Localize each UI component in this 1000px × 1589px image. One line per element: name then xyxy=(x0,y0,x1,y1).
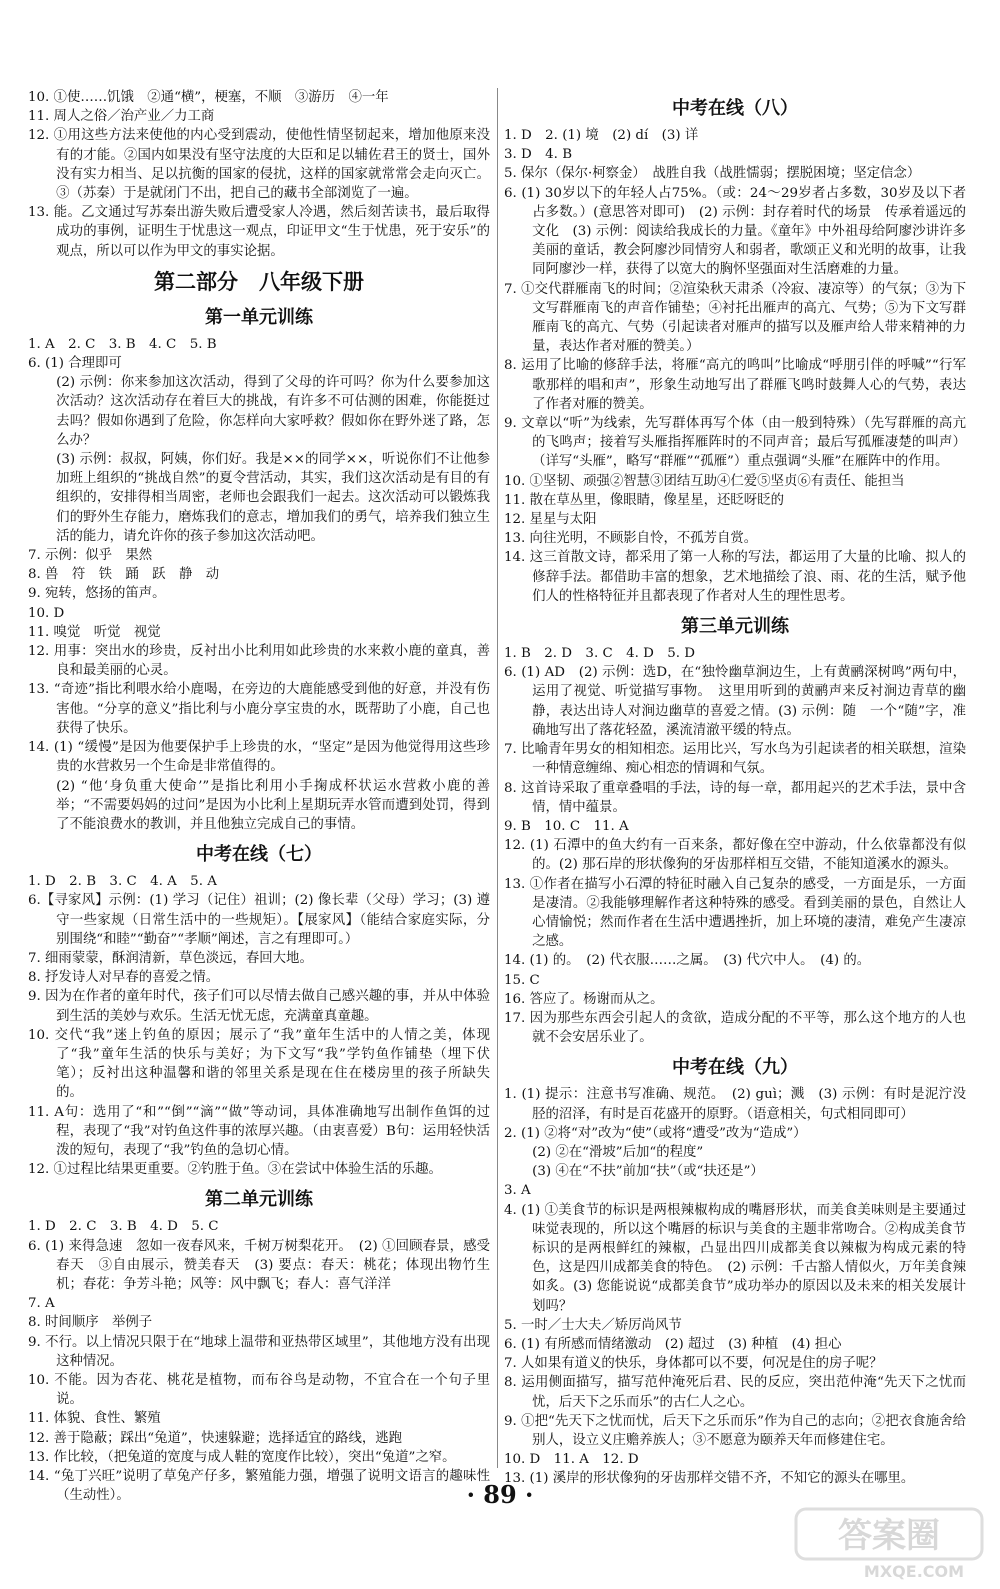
answer-item: 8. 兽 符 铁 踊 跃 静 动 xyxy=(28,567,220,583)
watermark-logo xyxy=(794,1505,984,1581)
answer-item: 6. (1) 合理即可 xyxy=(28,356,122,372)
answer-item: 13. “奇迹”指比利喂水给小鹿喝，在旁边的大鹿能感受到他的好意，并没有伤害他。“分享的意义”指比利与小鹿分享宝贵的水，既帮助了小鹿，自己也获得了快乐。 xyxy=(28,682,490,736)
answer-item: 12. ①过程比结果更重要。②钓胜于鱼。③在尝试中体验生活的乐趣。 xyxy=(28,1162,442,1178)
answer-item: 13. 能。乙文通过写苏秦出游失败后遭受家人冷遇，然后刻苦读书，最后取得成功的事例，证明生于忧患这一观点，印证甲文“生于忧患，死于安乐”的观点，所以可以作为甲文的事实论据。 xyxy=(28,205,490,259)
answer-item: 1. (1) 提示：注意书写准确、规范。 (2) guì；溅 (3) 示例：有时是泥泞没胫的沼泽，有时是百花盛开的原野。（语意相关，句式相同即可） xyxy=(504,1087,966,1122)
answer-item: 8. 运用了比喻的修辞手法，将雁“高亢的鸣叫”比喻成“呼朋引伴的呼喊”“行军歌那样的唱和声”，形象生动地写出了群雁飞鸣时鼓舞人心的气势，表达了作者对雁的赞美。 xyxy=(504,358,966,412)
answer-item: 9. 不行。以上情况只限于在“地球上温带和亚热带区域里”，其他地方没有出现这种情况。 xyxy=(28,1334,490,1369)
answer-item: 7. ①交代群雁南飞的时间；②渲染秋天肃杀（冷寂、凄凉等）的气氛；③为下文写群雁南飞的声音作铺垫；④衬托出雁声的高亢、气势；⑤为下文写群雁南飞的高亢、气势（引起读者对雁声的描写以及雁声给人带来精神的力量，表达作者对雁的赞美。） xyxy=(504,281,966,355)
answer-subitem: (2) “他‘身负重大使命’”是指比利用小手掬成杯状运水营救小鹿的善举；“不需要妈妈的过问”是因为小比利上星期玩弄水管而遭到处罚，得到了不能浪费水的教训，并且他独立完成自己的事情。 xyxy=(56,778,490,832)
answer-item: 9. 因为在作者的童年时代，孩子们可以尽情去做自己感兴趣的事，并从中体验到生活的美妙与欢乐。生活无忧无虑，充满童真童趣。 xyxy=(28,989,490,1024)
answer-item: 13. ①作者在描写小石潭的特征时融入自己复杂的感受，一方面是乐，一方面是凄清。②我能够理解作者这种特殊的感受。看到美丽的景色，自然让人心情愉悦；然而作者在生活中遭遇挫折，加上环境的凄清，难免产生凄凉之感。 xyxy=(504,876,966,950)
answer-item: 10. D xyxy=(28,605,65,621)
part-heading: 第二部分 八年级下册 xyxy=(154,269,364,294)
answer-item: 1. A 2. C 3. B 4. C 5. B xyxy=(28,336,217,352)
answer-item: 16. 答应了。杨谢而从之。 xyxy=(504,991,664,1007)
answer-item: 1. B 2. D 3. C 4. D 5. D xyxy=(504,646,696,662)
answer-item: 5. 一时／士大夫／矫厉尚风节 xyxy=(504,1317,682,1333)
answer-item: 9. 宛转，悠扬的笛声。 xyxy=(28,586,166,602)
answer-item: 6. (1) 有所感而情绪激动 (2) 超过 (3) 种植 (4) 担心 xyxy=(504,1336,842,1352)
answer-item: 10. ①使……饥饿 ②通“横”，梗塞，不顺 ③游历 ④一年 xyxy=(28,90,389,105)
answer-item: 2. (1) ②将“对”改为“使”（或将“遭受”改为“造成”） xyxy=(504,1125,807,1141)
answer-item: 7. 细雨蒙蒙，酥润清新，草色淡远，春回大地。 xyxy=(28,950,313,966)
answer-item: 14. 这三首散文诗，都采用了第一人称的写法，都运用了大量的比喻、拟人的修辞手法。都借助丰富的想象，艺术地描绘了浪、雨、花的生活，赋予他们人的性格特征并且都表现了作者对人生的理性思考。 xyxy=(504,550,966,604)
watermark-url: MXQE.COM xyxy=(863,1562,965,1581)
answer-item: 11. 散在草丛里，像眼睛，像星星，还眨呀眨的 xyxy=(504,492,784,508)
answer-item: 3. D 4. B xyxy=(504,147,573,163)
answer-item: 11. 体貌、食性、繁殖 xyxy=(28,1411,161,1427)
answer-item: 8. 抒发诗人对早春的喜爱之情。 xyxy=(28,970,220,986)
section-heading: 第一单元训练 xyxy=(205,306,313,328)
watermark-text: 答案圈 xyxy=(838,1516,940,1556)
answer-item: 11. 周人之俗／治产业／力工商 xyxy=(28,109,215,125)
column-divider xyxy=(497,88,498,1468)
answer-item: 12. (1) 石潭中的鱼大约有一百来条，都好像在空中游动，什么依靠都没有似的。(2) 那石岸的形状像狗的牙齿那样相互交错，不能知道溪水的源头。 xyxy=(504,838,966,873)
answer-subitem: (2) 示例：你来参加这次活动，得到了父母的许可吗？你为什么要参加这次活动？这次活动存在着巨大的挑战，有许多不可估测的困难，你能挺过去吗？假如你遇到了危险，你怎样向大家呼救？假如你在野外迷了路，怎么办？ xyxy=(56,375,490,448)
answer-item: 12. ①用这些方法来使他的内心受到震动，使他性情坚韧起来，增加他原来没有的才能。②国内如果没有坚守法度的大臣和足以辅佐君王的贤士，国外没有实力相当、足以抗衡的国家的侵扰，这样的国家就常常会走向灭亡。③（苏秦）于是就闭门不出，把自己的藏书全部浏览了一遍。 xyxy=(28,128,490,202)
answer-item: 10. 不能。因为杏花、桃花是植物，而布谷鸟是动物，不宜合在一个句子里说。 xyxy=(28,1372,490,1408)
answer-item: 15. C xyxy=(504,972,540,988)
answer-item: 9. ①把“先天下之忧而忧，后天下之乐而乐”作为自己的志向；②把衣食施舍给别人，设立义庄赡养族人；③不愿意为颐养天年而修建住宅。 xyxy=(504,1413,966,1448)
answer-item: 6. (1) AD (2) 示例：选D，在“独怜幽草涧边生，上有黄鹂深树鸣”两句中，运用了视觉、听觉描写事物。 这里用听到的黄鹂声来反衬涧边青草的幽静，表达出诗人对涧边幽草的喜爱之情。(3) 示例：随 一个“随”字，准确地写出了落花轻盈，溪流清澈平缓的特点。 xyxy=(504,665,966,738)
answer-item: 10. 交代“我”迷上钓鱼的原因；展示了“我”童年生活中的人情之美，体现了“我”童年生活的快乐与美好；为下文写“我”学钓鱼作铺垫（埋下伏笔）；反衬出这种温馨和谐的邻里关系是现在住在楼房里的孩子所缺失的。 xyxy=(28,1027,490,1101)
answer-item: 1. D 2. B 3. C 4. A 5. A xyxy=(28,874,217,890)
section-heading: 中考在线（七） xyxy=(196,844,322,866)
answer-item: 9. B 10. C 11. A xyxy=(504,818,629,834)
answer-item: 8. 运用侧面描写，描写范仲淹死后君、民的反应，突出范仲淹“先天下之忧而忧，后天下之乐而乐”的古仁人之心。 xyxy=(504,1375,966,1410)
answer-item: 13. (1) 溪岸的形状像狗的牙齿那样交错不齐，不知它的源头在哪里。 xyxy=(504,1471,915,1487)
answer-item: 3. A xyxy=(504,1183,531,1199)
section-heading: 第二单元训练 xyxy=(205,1189,313,1211)
section-heading: 中考在线（九） xyxy=(672,1057,798,1079)
section-heading: 第三单元训练 xyxy=(681,616,789,638)
answer-item: 6. (1) 来得急速 忽如一夜春风来，千树万树梨花开。 (2) ①回顾春景，感受春天 ③自由展示，赞美春天 (3) 要点：春天：桃花；体现出物竹生机；春花：争芳斗艳；风等：风中飘飞；春人：喜气洋洋 xyxy=(28,1238,490,1292)
answer-item: 14. (1) 的。 (2) 代衣服……之属。 (3) 代穴中人。 (4) 的。 xyxy=(504,953,871,969)
answer-item: 8. 时间顺序 举例子 xyxy=(28,1315,153,1331)
answer-item: 4. (1) ①美食节的标识是两根辣椒构成的嘴唇形状，而美食美味则是主要通过味觉表现的，所以这个嘴唇的标识与美食的主题非常吻合。②构成美食节标识的是两根鲜红的辣椒，凸显出四川成都美食以辣椒为构成元素的特色，这是四川成都美食的特色。 (2) 示例：千古豁人情似火，万年美食辣如炙。(3) 您能说说“成都美食节”成功举办的原因以及未来的相关发展计划吗？ xyxy=(504,1202,966,1314)
answer-item: 13. 作比较，（把兔道的宽度与成人鞋的宽度作比较），突出“兔道”之窄。 xyxy=(28,1449,456,1465)
answer-subitem: (3) 示例：叔叔，阿姨，你们好。我是××的同学××，听说你们不让他参加班上组织的“挑战自然”的夏令营活动，其实，我们这次活动是有目的有组织的，安排得相当周密，老师也会跟我们一起去。这次活动可以锻炼我们的野外生存能力，磨炼我们的意志，增加我们的勇气，培养我们独立生活的能力，请允许你的孩子参加这次活动吧。 xyxy=(56,452,490,544)
left-column xyxy=(28,88,490,1505)
section-heading: 中考在线（八） xyxy=(672,98,798,119)
answer-item: 11. 嗅觉 听觉 视觉 xyxy=(28,624,161,640)
answer-item: 5. 保尔（保尔·柯察金） 战胜自我（战胜懦弱；摆脱困境；坚定信念） xyxy=(504,166,921,182)
answer-item: 12. 用事：突出水的珍贵，反衬出小比利用如此珍贵的水来救小鹿的童真，善良和最美丽的心灵。 xyxy=(28,644,490,679)
answer-item: 9. 文章以“听”为线索，先写群体再写个体（由一般到特殊）（先写群雁的高亢的飞鸣声；接着写头雁指挥雁阵时的不同声音；最后写孤雁凄楚的叫声）（详写“头雁”，略写“群雁”“孤雁”）重点强调“头雁”在雁阵中的作用。 xyxy=(504,416,966,470)
answer-item: 8. 这首诗采取了重章叠唱的手法，诗的每一章，都用起兴的艺术手法，景中含情，情中蕴景。 xyxy=(504,780,966,815)
answer-item: 12. 星星与太阳 xyxy=(504,512,597,528)
answer-item: 7. A xyxy=(28,1296,55,1312)
answer-item: 7. 比喻青年男女的相知相恋。运用比兴，写水鸟为引起读者的相关联想，渲染一种情意缠绵、痴心相恋的情调和气氛。 xyxy=(504,742,966,777)
answer-item: 1. D 2. C 3. B 4. D 5. C xyxy=(28,1219,219,1235)
answer-item: 7. 示例：似乎 果然 xyxy=(28,548,153,564)
answer-item: 17. 因为那些东西会引起人的贪欲，造成分配的不平等，那么这个地方的人也就不会安居乐业了。 xyxy=(504,1010,966,1046)
answer-subitem: (3) ④在“不扶”前加“扶”（或“扶还是”） xyxy=(532,1164,764,1180)
answer-item: 12. 善于隐蔽；踩出“兔道”，快速躲避；选择适宜的路线，逃跑 xyxy=(28,1430,403,1446)
answer-item: 14. “兔丁兴旺”说明了草兔产仔多，繁殖能力强，增强了说明文语言的趣味性（生动性）。 xyxy=(28,1469,490,1504)
answer-item: 6.【寻家风】示例：(1) 学习（记住）祖训；(2) 像长辈（父母）学习；(3) 遵守一些家规（日常生活中的一些规矩）。【展家风】（能结合家庭实际，分别围绕“和睦”“勤奋”“孝顺”阐述，言之有理即可。） xyxy=(28,893,490,947)
answer-subitem: (2) ②在“滑坡”后加“的程度” xyxy=(532,1144,704,1160)
answer-item: 1. D 2. (1) 境 (2) dí (3) 详 xyxy=(504,128,699,143)
answer-item: 10. ①坚韧、顽强②智慧③团结互助④仁爱⑤坚贞⑥有责任、能担当 xyxy=(504,473,905,489)
page-number: · 89 · xyxy=(466,1480,534,1509)
answer-item: 11. A句：选用了“和”“倒”“滴”“做”等动词，具体准确地写出制作鱼饵的过程，表现了“我”对钓鱼这件事的浓厚兴趣。（由衷喜爱）B句：运用轻快活泼的短句，表现了“我”钓鱼的急切心情。 xyxy=(28,1104,490,1158)
answer-item: 7. 人如果有道义的快乐，身体都可以不要，何况是住的房子呢？ xyxy=(504,1356,883,1372)
right-column xyxy=(504,88,966,1489)
answer-item: 10. D 11. A 12. D xyxy=(504,1452,639,1468)
answer-item: 6. (1) 30岁以下的年轻人占75%。（或：24～29岁者占多数，30岁及以下者占多数。）(意思答对即可) (2) 示例：封存着时代的场景 传承着遥远的文化 (3) 示例：阅读给我成长的力量。《童年》中外祖母给阿廖沙讲许多美丽的童话，教会阿廖沙同情穷人和弱者，歌颂正义和光明的故事，让我同阿廖沙一样，获得了以宽大的胸怀坚强面对生活磨难的力量。 xyxy=(504,185,966,278)
answer-item: 13. 向往光明，不顾影自怜，不孤芳自赏。 xyxy=(504,531,758,547)
answer-item: 14. (1) “缓慢”是因为他要保护手上珍贵的水，“坚定”是因为他觉得用这些珍贵的水营救另一个生命是非常值得的。 xyxy=(28,740,490,775)
